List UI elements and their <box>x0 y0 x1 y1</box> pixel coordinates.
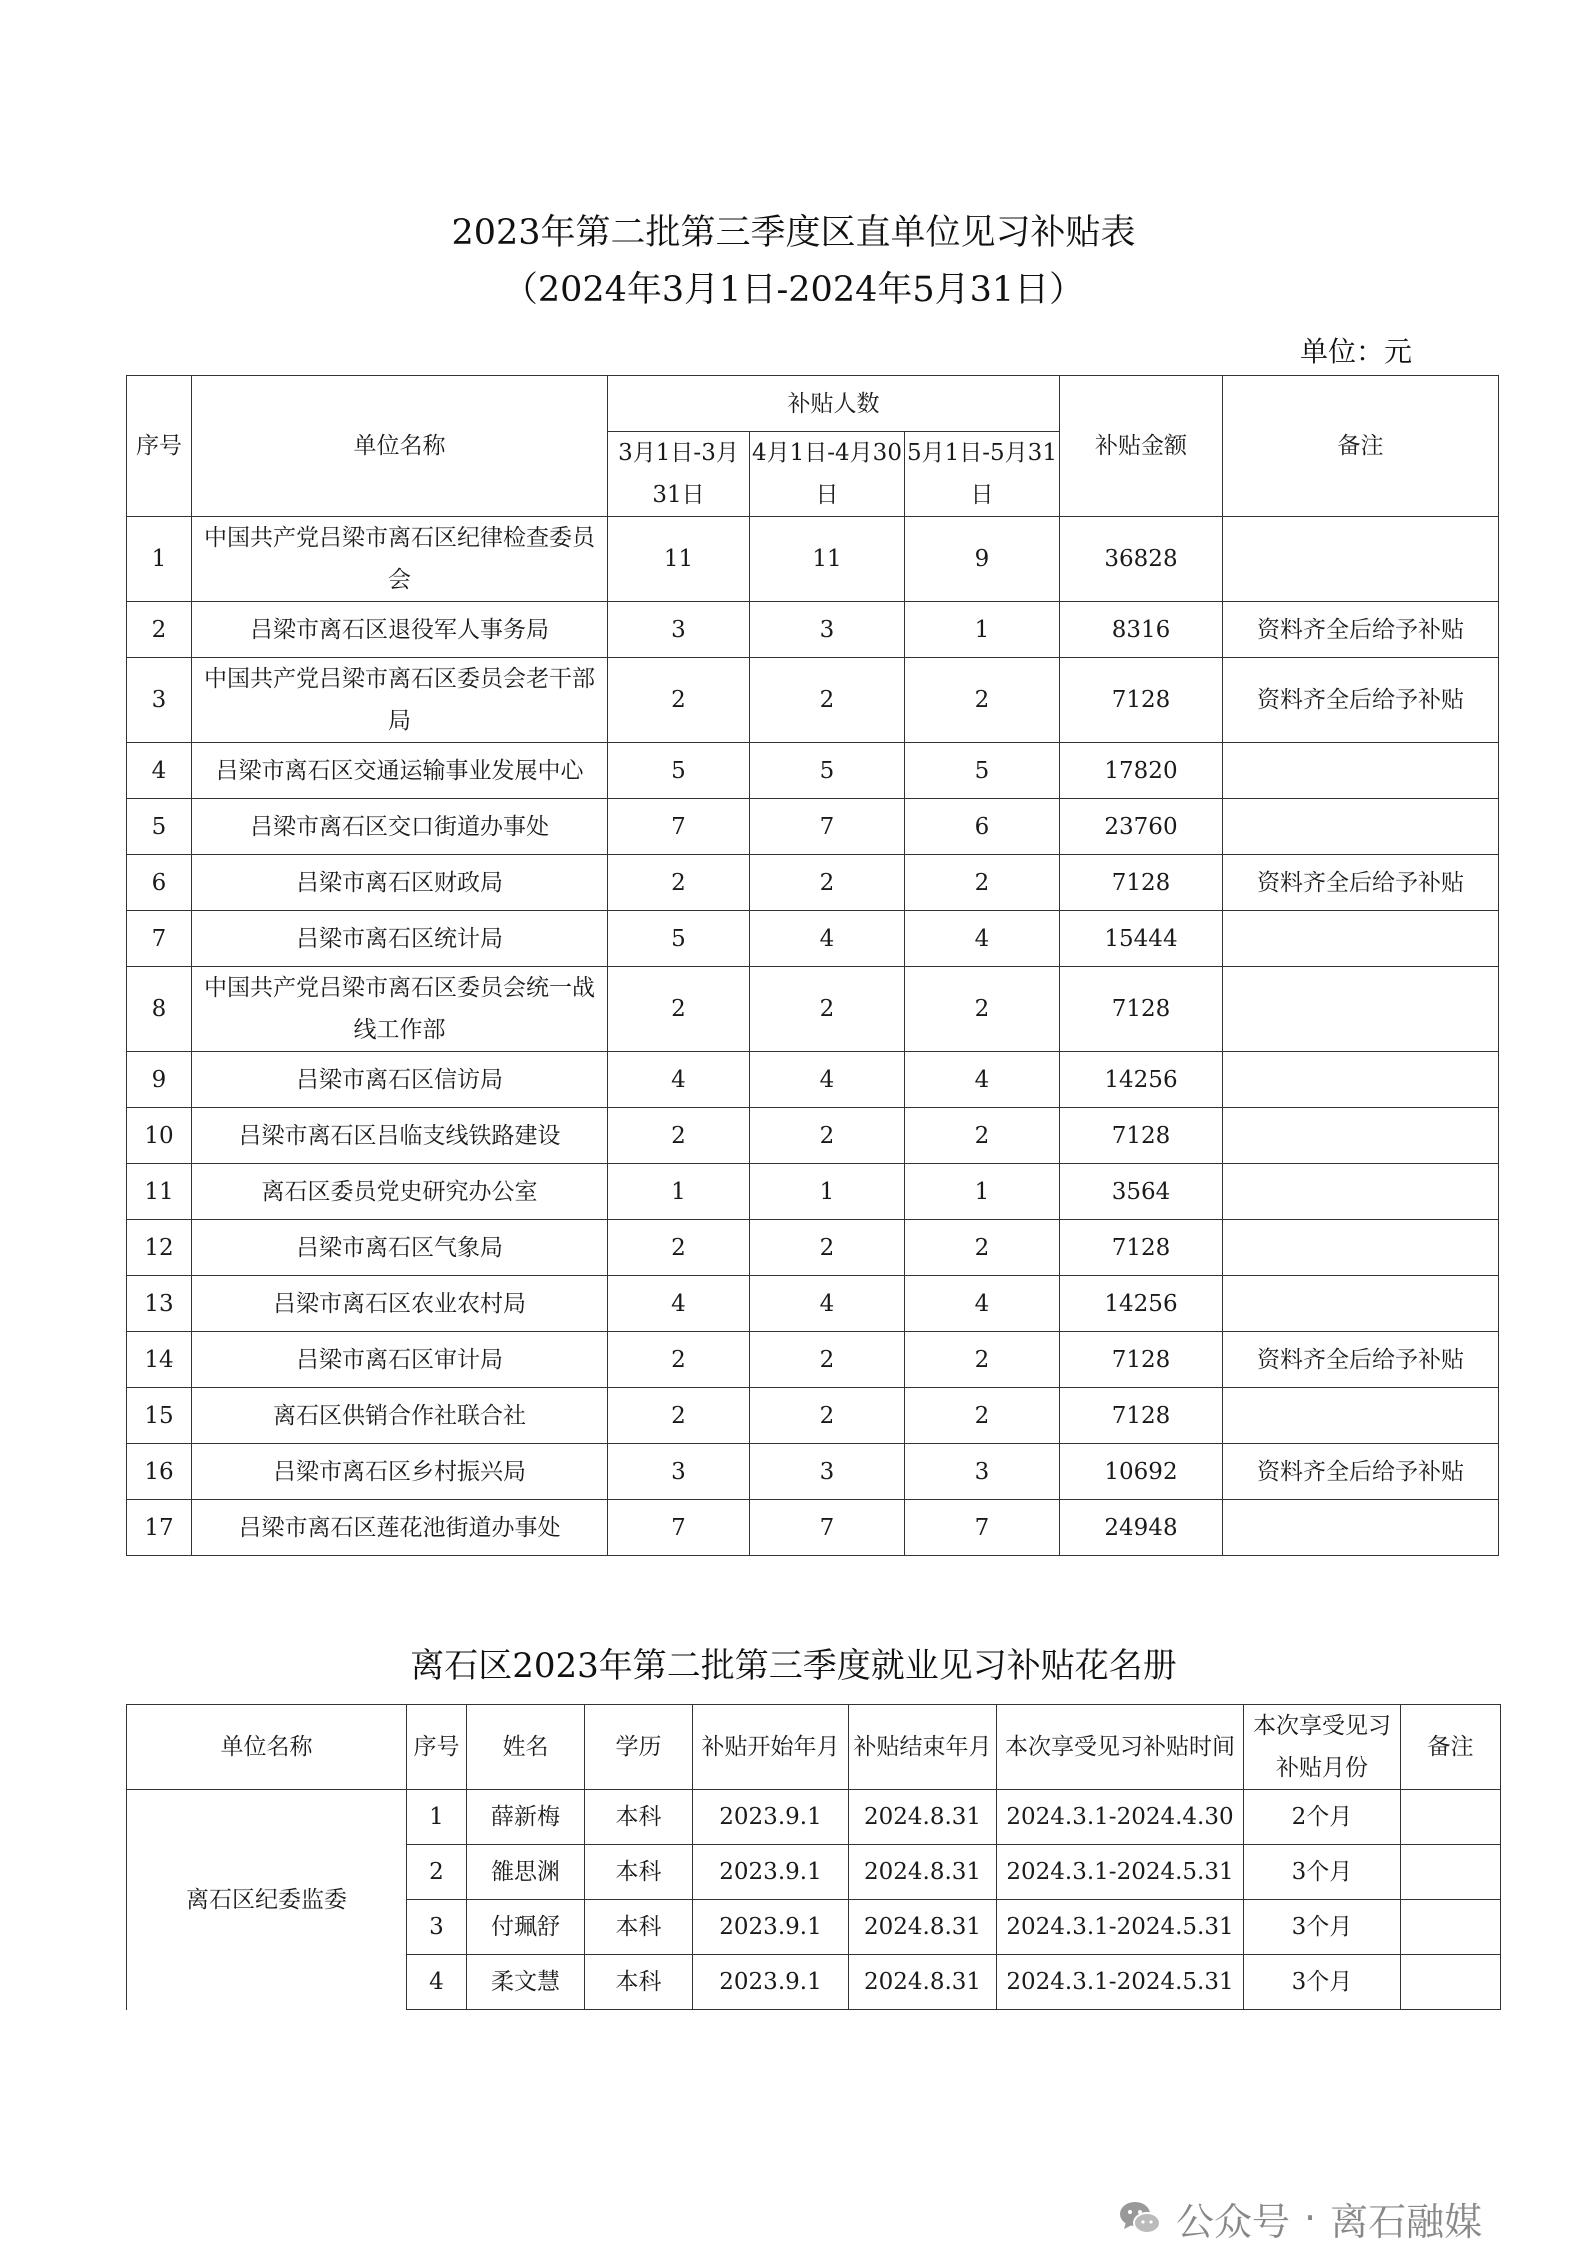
row-april-count: 3 <box>750 602 905 658</box>
table-row <box>127 1500 1499 1556</box>
row-may-count: 2 <box>905 658 1060 743</box>
roster-header-seq: 序号 <box>407 1705 467 1790</box>
row-unit-name: 吕梁市离石区财政局 <box>192 855 608 911</box>
row-may-count: 4 <box>905 911 1060 967</box>
roster-education: 本科 <box>585 1790 693 1845</box>
row-seq: 17 <box>127 1500 192 1556</box>
row-remark: 资料齐全后给予补贴 <box>1223 1444 1499 1500</box>
row-unit-name: 吕梁市离石区统计局 <box>192 911 608 967</box>
row-april-count: 2 <box>750 1388 905 1444</box>
roster-remark <box>1401 1790 1501 1845</box>
row-remark <box>1223 1164 1499 1220</box>
table-row <box>127 517 1499 602</box>
row-seq: 13 <box>127 1276 192 1332</box>
table-row <box>127 658 1499 743</box>
row-march-count: 2 <box>608 1332 750 1388</box>
roster-months: 3个月 <box>1244 1900 1401 1955</box>
roster-remark <box>1401 1955 1501 2010</box>
row-march-count: 3 <box>608 602 750 658</box>
row-april-count: 7 <box>750 1500 905 1556</box>
table-row <box>127 1220 1499 1276</box>
wechat-icon <box>1118 2198 1162 2238</box>
row-march-count: 5 <box>608 911 750 967</box>
row-march-count: 2 <box>608 1388 750 1444</box>
row-may-count: 5 <box>905 743 1060 799</box>
roster-header-education: 学历 <box>585 1705 693 1790</box>
row-april-count: 1 <box>750 1164 905 1220</box>
row-may-count: 6 <box>905 799 1060 855</box>
row-amount: 7128 <box>1060 658 1223 743</box>
roster-start: 2023.9.1 <box>693 1845 849 1900</box>
row-amount: 7128 <box>1060 967 1223 1052</box>
roster-start: 2023.9.1 <box>693 1790 849 1845</box>
row-remark: 资料齐全后给予补贴 <box>1223 602 1499 658</box>
row-amount: 14256 <box>1060 1276 1223 1332</box>
row-may-count: 1 <box>905 602 1060 658</box>
row-amount: 17820 <box>1060 743 1223 799</box>
row-unit-name: 离石区委员党史研究办公室 <box>192 1164 608 1220</box>
row-unit-name: 吕梁市离石区信访局 <box>192 1052 608 1108</box>
row-march-count: 2 <box>608 967 750 1052</box>
roster-seq: 2 <box>407 1845 467 1900</box>
watermark-platform: 公众号 <box>1176 2199 1291 2244</box>
date-range-subtitle: （2024年3月1日-2024年5月31日） <box>502 270 1085 310</box>
row-seq: 16 <box>127 1444 192 1500</box>
row-amount: 7128 <box>1060 1388 1223 1444</box>
currency-unit-label: 单位：元 <box>1300 335 1413 368</box>
row-seq: 14 <box>127 1332 192 1388</box>
row-april-count: 2 <box>750 658 905 743</box>
row-march-count: 7 <box>608 799 750 855</box>
row-april-count: 2 <box>750 855 905 911</box>
roster-seq: 4 <box>407 1955 467 2010</box>
roster-title: 离石区2023年第二批第三季度就业见习补贴花名册 <box>410 1646 1177 1686</box>
roster-end: 2024.8.31 <box>849 1955 997 2010</box>
roster-header-period: 本次享受见习补贴时间 <box>997 1705 1244 1790</box>
roster-end: 2024.8.31 <box>849 1900 997 1955</box>
row-amount: 7128 <box>1060 1108 1223 1164</box>
row-march-count: 4 <box>608 1052 750 1108</box>
row-amount: 36828 <box>1060 517 1223 602</box>
roster-education: 本科 <box>585 1845 693 1900</box>
row-april-count: 7 <box>750 799 905 855</box>
row-amount: 7128 <box>1060 855 1223 911</box>
row-remark <box>1223 1108 1499 1164</box>
row-march-count: 11 <box>608 517 750 602</box>
table-row <box>127 799 1499 855</box>
row-may-count: 3 <box>905 1444 1060 1500</box>
row-unit-name: 离石区供销合作社联合社 <box>192 1388 608 1444</box>
wechat-watermark <box>1118 2188 1482 2248</box>
roster-period: 2024.3.1-2024.5.31 <box>997 1845 1244 1900</box>
row-april-count: 2 <box>750 967 905 1052</box>
roster-period: 2024.3.1-2024.5.31 <box>997 1955 1244 2010</box>
table-row <box>127 743 1499 799</box>
row-seq: 10 <box>127 1108 192 1164</box>
roster-end: 2024.8.31 <box>849 1845 997 1900</box>
roster-months: 3个月 <box>1244 1845 1401 1900</box>
row-march-count: 2 <box>608 1220 750 1276</box>
row-march-count: 2 <box>608 855 750 911</box>
row-march-count: 3 <box>608 1444 750 1500</box>
row-remark: 资料齐全后给予补贴 <box>1223 1332 1499 1388</box>
row-april-count: 4 <box>750 1276 905 1332</box>
roster-start: 2023.9.1 <box>693 1955 849 2010</box>
roster-person-name: 柔文慧 <box>467 1955 585 2010</box>
row-april-count: 3 <box>750 1444 905 1500</box>
row-seq: 1 <box>127 517 192 602</box>
row-amount: 23760 <box>1060 799 1223 855</box>
table-row <box>127 855 1499 911</box>
watermark-account: 离石融媒 <box>1330 2199 1483 2244</box>
header-month-march: 3月1日-3月31日 <box>608 432 750 517</box>
row-march-count: 4 <box>608 1276 750 1332</box>
roster-period: 2024.3.1-2024.5.31 <box>997 1900 1244 1955</box>
roster-start: 2023.9.1 <box>693 1900 849 1955</box>
row-seq: 15 <box>127 1388 192 1444</box>
header-seq: 序号 <box>127 376 192 517</box>
roster-header-remark: 备注 <box>1401 1705 1501 1790</box>
table-row <box>127 967 1499 1052</box>
row-unit-name: 吕梁市离石区退役军人事务局 <box>192 602 608 658</box>
header-remark: 备注 <box>1223 376 1499 517</box>
roster-period: 2024.3.1-2024.4.30 <box>997 1790 1244 1845</box>
roster-unit-name: 离石区纪委监委 <box>127 1790 407 2010</box>
row-unit-name: 吕梁市离石区吕临支线铁路建设 <box>192 1108 608 1164</box>
row-seq: 6 <box>127 855 192 911</box>
roster-months: 2个月 <box>1244 1790 1401 1845</box>
row-seq: 2 <box>127 602 192 658</box>
roster-header-start: 补贴开始年月 <box>693 1705 849 1790</box>
roster-seq: 3 <box>407 1900 467 1955</box>
roster-header-months: 本次享受见习补贴月份 <box>1244 1705 1401 1790</box>
row-remark <box>1223 517 1499 602</box>
roster-education: 本科 <box>585 1955 693 2010</box>
row-amount: 10692 <box>1060 1444 1223 1500</box>
row-amount: 3564 <box>1060 1164 1223 1220</box>
table-row <box>127 602 1499 658</box>
roster-header-unit: 单位名称 <box>127 1705 407 1790</box>
row-remark <box>1223 1220 1499 1276</box>
row-may-count: 9 <box>905 517 1060 602</box>
table-row <box>127 911 1499 967</box>
row-amount: 7128 <box>1060 1220 1223 1276</box>
row-unit-name: 中国共产党吕梁市离石区委员会老干部局 <box>192 658 608 743</box>
roster-person-name: 付珮舒 <box>467 1900 585 1955</box>
row-unit-name: 吕梁市离石区气象局 <box>192 1220 608 1276</box>
row-remark <box>1223 1388 1499 1444</box>
row-march-count: 1 <box>608 1164 750 1220</box>
row-may-count: 4 <box>905 1276 1060 1332</box>
row-remark <box>1223 743 1499 799</box>
row-seq: 5 <box>127 799 192 855</box>
row-may-count: 4 <box>905 1052 1060 1108</box>
roster-education: 本科 <box>585 1900 693 1955</box>
row-unit-name: 吕梁市离石区审计局 <box>192 1332 608 1388</box>
row-amount: 15444 <box>1060 911 1223 967</box>
roster-remark <box>1401 1900 1501 1955</box>
roster-row <box>127 1790 1501 1845</box>
row-april-count: 11 <box>750 517 905 602</box>
row-seq: 3 <box>127 658 192 743</box>
row-april-count: 2 <box>750 1220 905 1276</box>
row-unit-name: 吕梁市离石区交通运输事业发展中心 <box>192 743 608 799</box>
row-april-count: 5 <box>750 743 905 799</box>
row-remark <box>1223 799 1499 855</box>
roster-table <box>126 1704 1501 2010</box>
roster-end: 2024.8.31 <box>849 1790 997 1845</box>
header-subsidy-people: 补贴人数 <box>608 376 1060 432</box>
roster-remark <box>1401 1845 1501 1900</box>
watermark-separator: · <box>1304 2196 1317 2240</box>
table-row <box>127 1388 1499 1444</box>
row-seq: 8 <box>127 967 192 1052</box>
row-may-count: 2 <box>905 1108 1060 1164</box>
table-row <box>127 1332 1499 1388</box>
row-remark <box>1223 1052 1499 1108</box>
row-amount: 14256 <box>1060 1052 1223 1108</box>
subsidy-table <box>126 375 1499 1556</box>
row-seq: 12 <box>127 1220 192 1276</box>
row-amount: 7128 <box>1060 1332 1223 1388</box>
roster-seq: 1 <box>407 1790 467 1845</box>
row-amount: 24948 <box>1060 1500 1223 1556</box>
row-may-count: 2 <box>905 967 1060 1052</box>
roster-person-name: 薛新梅 <box>467 1790 585 1845</box>
roster-header-end: 补贴结束年月 <box>849 1705 997 1790</box>
page-title: 2023年第二批第三季度区直单位见习补贴表 <box>451 213 1136 253</box>
roster-months: 3个月 <box>1244 1955 1401 2010</box>
row-remark: 资料齐全后给予补贴 <box>1223 855 1499 911</box>
roster-person-name: 雒思渊 <box>467 1845 585 1900</box>
row-april-count: 2 <box>750 1108 905 1164</box>
row-unit-name: 吕梁市离石区交口街道办事处 <box>192 799 608 855</box>
row-unit-name: 吕梁市离石区乡村振兴局 <box>192 1444 608 1500</box>
table-row <box>127 1164 1499 1220</box>
row-may-count: 7 <box>905 1500 1060 1556</box>
row-seq: 4 <box>127 743 192 799</box>
row-april-count: 4 <box>750 911 905 967</box>
row-march-count: 2 <box>608 658 750 743</box>
row-remark <box>1223 911 1499 967</box>
row-seq: 11 <box>127 1164 192 1220</box>
header-month-april: 4月1日-4月30日 <box>750 432 905 517</box>
row-unit-name: 中国共产党吕梁市离石区委员会统一战线工作部 <box>192 967 608 1052</box>
row-may-count: 2 <box>905 855 1060 911</box>
row-april-count: 2 <box>750 1332 905 1388</box>
row-march-count: 2 <box>608 1108 750 1164</box>
header-amount: 补贴金额 <box>1060 376 1223 517</box>
row-remark <box>1223 967 1499 1052</box>
row-may-count: 2 <box>905 1388 1060 1444</box>
row-march-count: 5 <box>608 743 750 799</box>
row-remark: 资料齐全后给予补贴 <box>1223 658 1499 743</box>
header-month-may: 5月1日-5月31日 <box>905 432 1060 517</box>
table-row <box>127 1276 1499 1332</box>
roster-header-name: 姓名 <box>467 1705 585 1790</box>
row-april-count: 4 <box>750 1052 905 1108</box>
row-remark <box>1223 1500 1499 1556</box>
row-amount: 8316 <box>1060 602 1223 658</box>
row-may-count: 1 <box>905 1164 1060 1220</box>
row-may-count: 2 <box>905 1220 1060 1276</box>
row-unit-name: 吕梁市离石区莲花池街道办事处 <box>192 1500 608 1556</box>
header-unit-name: 单位名称 <box>192 376 608 517</box>
table-row <box>127 1052 1499 1108</box>
row-seq: 9 <box>127 1052 192 1108</box>
table-row <box>127 1108 1499 1164</box>
row-unit-name: 中国共产党吕梁市离石区纪律检查委员会 <box>192 517 608 602</box>
table-row <box>127 1444 1499 1500</box>
row-unit-name: 吕梁市离石区农业农村局 <box>192 1276 608 1332</box>
row-march-count: 7 <box>608 1500 750 1556</box>
row-seq: 7 <box>127 911 192 967</box>
row-may-count: 2 <box>905 1332 1060 1388</box>
row-remark <box>1223 1276 1499 1332</box>
